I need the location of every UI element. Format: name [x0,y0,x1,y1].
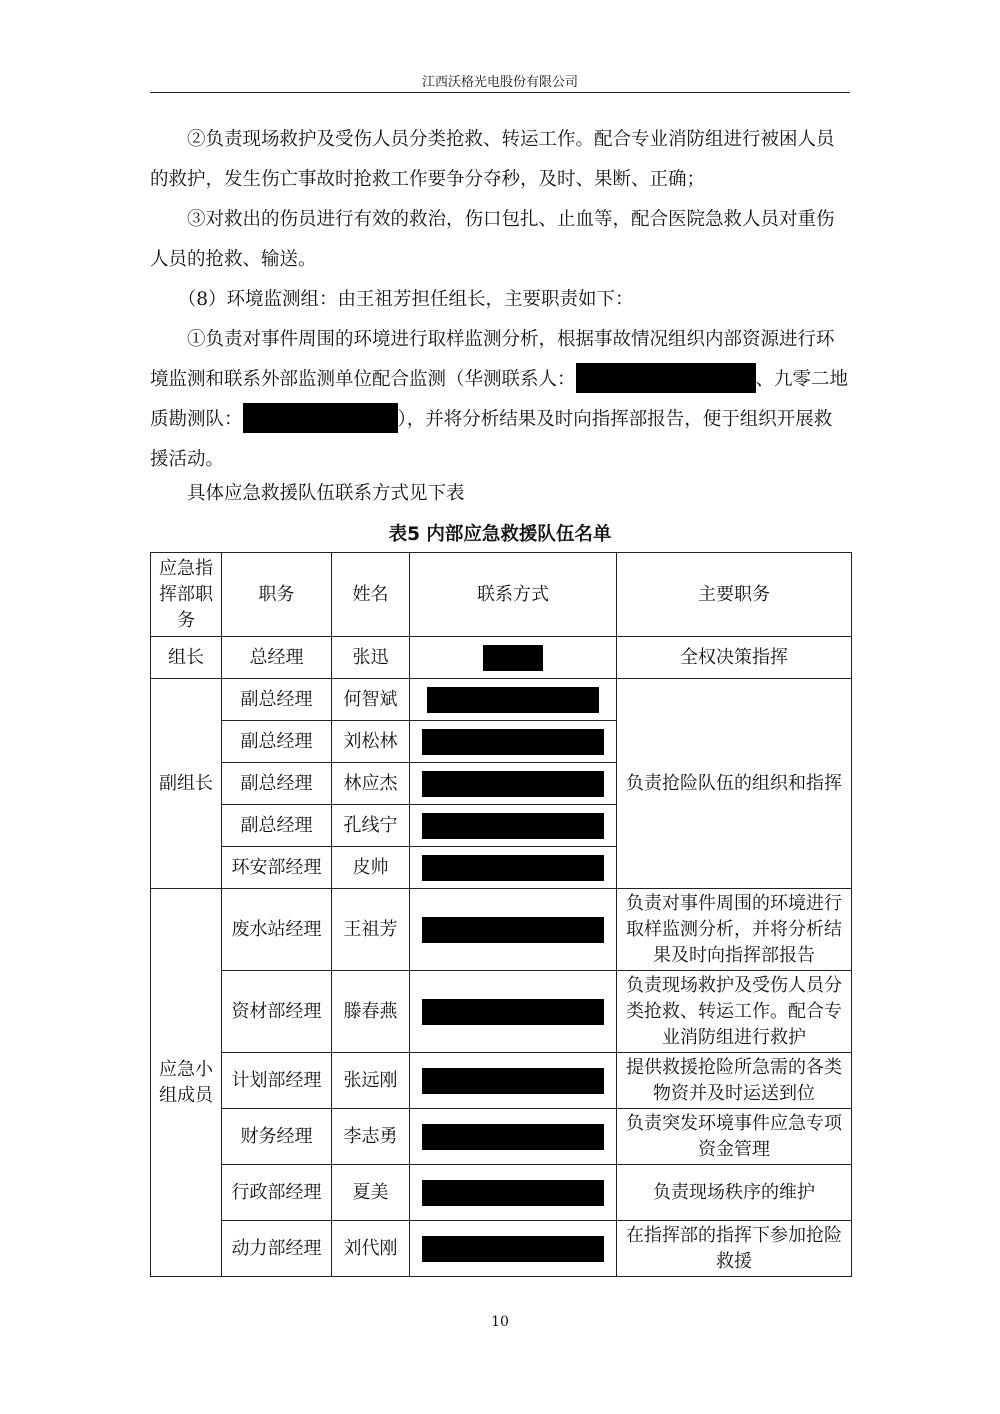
monitoring-text-c: ），并将分析结果及时向指挥部报告，便于组织开展救援活动。 [150,409,833,470]
name-cell: 刘代刚 [332,1221,410,1277]
monitoring-text-b: 、九零二地质勘测队： [150,369,849,430]
redacted-contact [243,403,398,433]
contact-cell [410,679,617,721]
name-cell: 皮帅 [332,847,410,889]
contact-cell [410,637,617,679]
duty-cell: 负责对事件周围的环境进行取样监测分析，并将分析结果及时向指挥部报告 [617,889,852,971]
name-cell: 李志勇 [332,1109,410,1165]
redacted-contact [422,813,604,839]
redacted-contact [422,1180,604,1206]
redacted-contact [483,645,543,671]
position-cell: 副总经理 [222,721,332,763]
emergency-team-table [150,552,852,1277]
name-cell: 林应杰 [332,763,410,805]
duty-cell: 负责现场救护及受伤人员分类抢救、转运工作。配合专业消防组进行救护 [617,971,852,1053]
redacted-contact [422,1068,604,1094]
paragraph-monitoring-group: （8）环境监测组：由王祖芳担任组长，主要职责如下： [177,289,634,310]
position-cell: 动力部经理 [222,1221,332,1277]
contact-cell [410,805,617,847]
position-cell: 计划部经理 [222,1053,332,1109]
paragraph-first-aid: ③对救出的伤员进行有效的救治，伤口包扎、止血等，配合医院急救人员对重伤人员的抢救、输送。 [150,209,835,270]
duty-cell: 在指挥部的指挥下参加抢险救援 [617,1221,852,1277]
redacted-contact [422,855,604,881]
duty-cell: 提供救援抢险所急需的各类物资并及时运送到位 [617,1053,852,1109]
header-name: 姓名 [332,553,410,637]
redacted-contact [422,1236,604,1262]
redacted-contact [576,363,756,393]
redacted-contact [422,999,604,1025]
contact-cell [410,763,617,805]
position-cell: 总经理 [222,637,332,679]
redacted-contact [422,1124,604,1150]
name-cell: 夏美 [332,1165,410,1221]
duty-cell: 全权决策指挥 [617,637,852,679]
paragraph-table-intro: 具体应急救援队伍联系方式见下表 [187,483,465,504]
contact-cell [410,721,617,763]
position-cell: 废水站经理 [222,889,332,971]
header-position: 职务 [222,553,332,637]
role-cell: 副组长 [151,679,222,889]
position-cell: 行政部经理 [222,1165,332,1221]
duty-cell: 负责现场秩序的维护 [617,1165,852,1221]
position-cell: 副总经理 [222,763,332,805]
page-number: 10 [491,1314,509,1330]
role-cell: 组长 [151,637,222,679]
monitoring-text-a: ①负责对事件周围的环境进行取样监测分析，根据事故情况组织内部资源进行环境监测和联系外部监测单位配合监测（华测联系人： [150,329,835,390]
contact-cell [410,847,617,889]
position-cell: 资材部经理 [222,971,332,1053]
duty-cell: 负责突发环境事件应急专项资金管理 [617,1109,852,1165]
redacted-contact [422,729,604,755]
duty-cell: 负责抢险队伍的组织和指挥 [617,679,852,889]
position-cell: 副总经理 [222,679,332,721]
name-cell: 刘松林 [332,721,410,763]
name-cell: 张远刚 [332,1053,410,1109]
table-row [151,971,852,1053]
name-cell: 张迅 [332,637,410,679]
table-header-row [151,553,852,637]
table-row [151,1053,852,1109]
contact-cell [410,889,617,971]
header-contact: 联系方式 [410,553,617,637]
contact-cell [410,1109,617,1165]
role-cell: 应急小组成员 [151,889,222,1277]
position-cell: 财务经理 [222,1109,332,1165]
table-row [151,1221,852,1277]
table-row [151,1109,852,1165]
header-rule [150,92,850,93]
name-cell: 王祖芳 [332,889,410,971]
page-header: 江西沃格光电股份有限公司 [421,75,578,90]
paragraph-monitoring-duties [150,320,850,480]
table-title: 表5 内部应急救援队伍名单 [388,524,612,545]
redacted-contact [427,687,599,713]
position-cell: 环安部经理 [222,847,332,889]
contact-cell [410,1165,617,1221]
header-duty: 主要职务 [617,553,852,637]
table-row [151,637,852,679]
table-row [151,889,852,971]
header-role: 应急指挥部职务 [151,553,222,637]
contact-cell [410,1221,617,1277]
name-cell: 何智斌 [332,679,410,721]
table-row [151,1165,852,1221]
table-row [151,679,852,721]
paragraph-rescue-duties: ②负责现场救护及受伤人员分类抢救、转运工作。配合专业消防组进行被困人员的救护，发生伤亡事故时抢救工作要争分夺秒，及时、果断、正确； [150,129,835,190]
name-cell: 孔线宁 [332,805,410,847]
redacted-contact [422,771,604,797]
contact-cell [410,1053,617,1109]
position-cell: 副总经理 [222,805,332,847]
redacted-contact [422,917,604,943]
name-cell: 滕春燕 [332,971,410,1053]
contact-cell [410,971,617,1053]
